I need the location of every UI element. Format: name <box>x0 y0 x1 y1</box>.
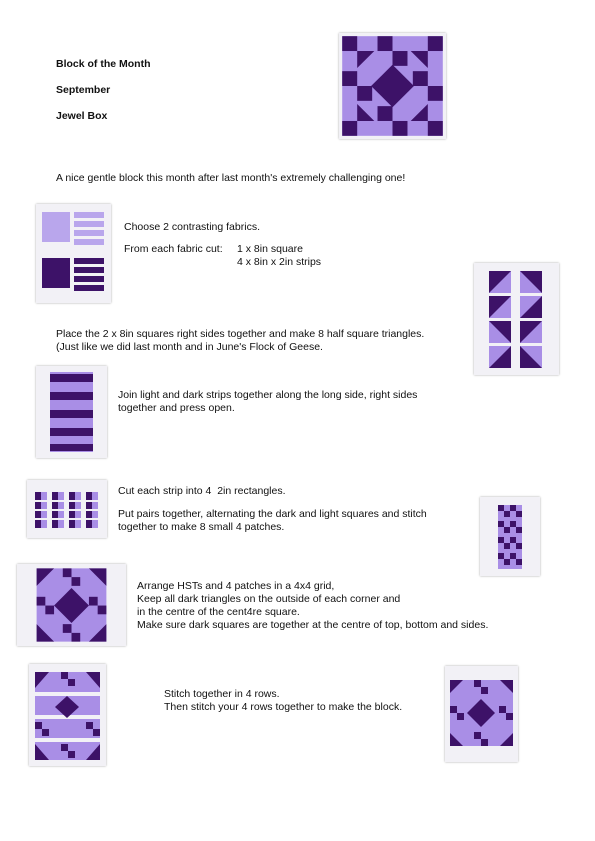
page-title: Block of the Month <box>56 58 151 70</box>
step1-cut-item2: 4 x 8in x 2in strips <box>237 256 322 268</box>
step4-line2: Put pairs together, alternating the dark and light squares and stitch <box>118 508 427 520</box>
intro-text: A nice gentle block this month after last month's extremely challenging one! <box>56 172 406 184</box>
fabric-cuts-photo <box>36 204 111 303</box>
block-name: Jewel Box <box>56 110 108 122</box>
step3-line1: Join light and dark strips together along the long side, right sides <box>118 389 418 401</box>
step1-cut-label: From each fabric cut: <box>124 243 223 255</box>
finished-block-photo <box>339 33 446 139</box>
step4-line1: Cut each strip into 4 2in rectangles. <box>118 485 286 497</box>
four-patches-photo <box>480 497 540 576</box>
step5-line4: Make sure dark squares are together at the centre of top, bottom and sides. <box>137 619 489 631</box>
strip-sets-photo <box>36 366 107 458</box>
step2-line2: (Just like we did last month and in June's Flock of Geese. <box>56 341 323 353</box>
grid-layout-photo <box>17 564 126 646</box>
step4-line3: together to make 8 small 4 patches. <box>118 521 285 533</box>
rectangles-photo <box>27 480 107 538</box>
step1-choose-text: Choose 2 contrasting fabrics. <box>124 221 260 233</box>
step1-cut-item1: 1 x 8in square <box>237 243 303 255</box>
rows-photo <box>29 664 106 766</box>
step5-line2: Keep all dark triangles on the outside of each corner and <box>137 593 401 605</box>
step6-line1: Stitch together in 4 rows. <box>164 688 280 700</box>
step5-line1: Arrange HSTs and 4 patches in a 4x4 grid, <box>137 580 335 592</box>
step6-line2: Then stitch your 4 rows together to make the block. <box>164 701 403 713</box>
hst-photo <box>474 263 559 375</box>
step5-line3: in the centre of the cent4re square. <box>137 606 300 618</box>
step2-line1: Place the 2 x 8in squares right sides together and make 8 half square triangles. <box>56 328 425 340</box>
step3-line2: together and press open. <box>118 402 235 414</box>
month-label: September <box>56 84 111 96</box>
completed-block-photo <box>445 666 518 762</box>
